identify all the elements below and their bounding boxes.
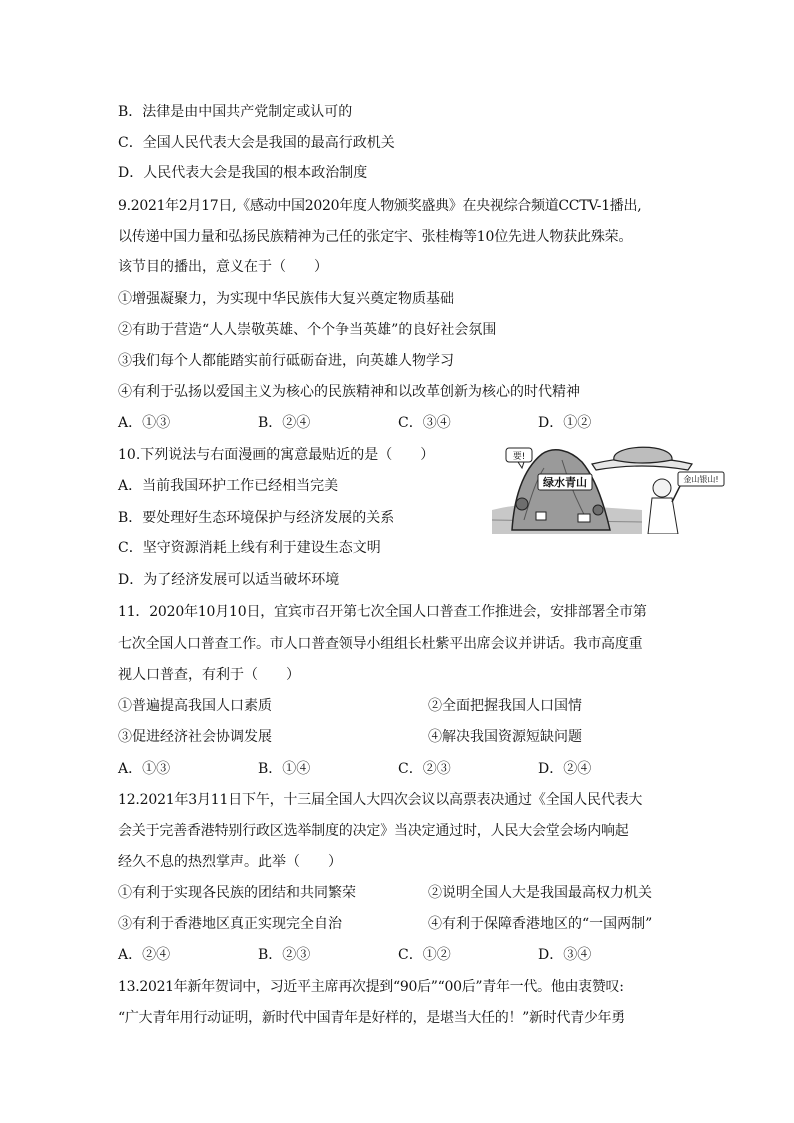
q12-choice-c: C．①② [398, 947, 451, 963]
q12-statement-4: ④有利于保障香港地区的“一国两制” [428, 916, 653, 932]
q9-statement-2: ②有助于营造“人人崇敬英雄、个个争当英雄”的良好社会氛围 [118, 322, 497, 338]
q12-choice-d: D．③④ [538, 947, 592, 963]
q11-stem-line1: 11．2020年10月10日，宜宾市召开第七次全国人口普查工作推进会，安排部署全市第 [118, 604, 647, 620]
q9-stem-line1: 9.2021年2月17日,《感动中国2020年度人物颁奖盛典》在央视综合频道CCTV-1播出, [118, 198, 642, 214]
q10-option-b: B．要处理好生态环境保护与经济发展的关系 [118, 510, 395, 526]
q9-statement-4: ④有利于弘扬以爱国主义为核心的民族精神和以改革创新为核心的时代精神 [118, 384, 580, 400]
q10-cartoon-illustration [492, 440, 728, 534]
q11-statement-3: ③促进经济社会协调发展 [118, 729, 272, 745]
q12-choice-b: B．②③ [258, 947, 311, 963]
q8-option-c: C．全国人民代表大会是我国的最高行政机关 [118, 135, 395, 151]
q12-choice-a: A．②④ [118, 947, 171, 963]
q11-statement-2: ②全面把握我国人口国情 [428, 698, 582, 714]
q9-stem-line3: 该节目的播出，意义在于（ ） [118, 259, 328, 275]
q11-stem-line3: 视人口普查，有利于（ ） [118, 667, 300, 683]
q9-choice-c: C．③④ [398, 415, 451, 431]
q9-choice-d: D．①② [538, 415, 592, 431]
q12-statement-3: ③有利于香港地区真正实现完全自治 [118, 916, 342, 932]
q12-statement-2: ②说明全国人大是我国最高权力机关 [428, 885, 652, 901]
q11-statement-4: ④解决我国资源短缺问题 [428, 729, 582, 745]
q9-statement-3: ③我们每个人都能踏实前行砥砺奋进，向英雄人物学习 [118, 353, 454, 369]
q8-option-d: D．人民代表大会是我国的根本政治制度 [118, 165, 368, 181]
q9-stem-line2: 以传递中国力量和弘扬民族精神为己任的张定宇、张桂梅等10位先进人物获此殊荣。 [118, 229, 633, 245]
q9-statement-1: ①增强凝聚力，为实现中华民族伟大复兴奠定物质基础 [118, 291, 454, 307]
cartoon-sign-text: 金山银山! [683, 475, 719, 484]
q11-choice-c: C．②③ [398, 761, 451, 777]
q10-option-d: D．为了经济发展可以适当破坏环境 [118, 572, 340, 588]
q13-stem-line1: 13.2021年新年贺词中，习近平主席再次提到“90后”“00后”青年一代。他由衷赞叹: [118, 979, 624, 995]
cartoon-mountain-label: 绿水青山 [543, 476, 587, 489]
q10-option-c: C．坚守资源消耗上线有利于建设生态文明 [118, 540, 381, 556]
q8-option-b: B．法律是由中国共产党制定或认可的 [118, 104, 353, 120]
q10-option-a: A．当前我国环护工作已经相当完美 [118, 478, 339, 494]
cartoon-bubble-text: 要! [512, 452, 526, 462]
q12-stem-line1: 12.2021年3月11日下午，十三届全国人大四次会议以高票表决通过《全国人民代表大 [118, 792, 643, 808]
q12-statement-1: ①有利于实现各民族的团结和共同繁荣 [118, 885, 356, 901]
q12-stem-line3: 经久不息的热烈掌声。此举（ ） [118, 854, 342, 870]
q9-choice-a: A．①③ [118, 415, 171, 431]
q11-statement-1: ①普遍提高我国人口素质 [118, 698, 272, 714]
q13-stem-line2: “广大青年用行动证明，新时代中国青年是好样的，是堪当大任的！”新时代青少年勇 [118, 1010, 625, 1026]
q10-stem: 10.下列说法与右面漫画的寓意最贴近的是（ ） [118, 447, 435, 463]
q12-stem-line2: 会关于完善香港特别行政区选举制度的决定》当决定通过时，人民大会堂会场内响起 [118, 823, 629, 839]
q11-choice-a: A．①③ [118, 761, 171, 777]
q11-choice-b: B．①④ [258, 761, 311, 777]
q11-stem-line2: 七次全国人口普查工作。市人口普查领导小组组长杜紫平出席会议并讲话。我市高度重 [118, 636, 643, 652]
q11-choice-d: D．②④ [538, 761, 592, 777]
q9-choice-b: B．②④ [258, 415, 311, 431]
